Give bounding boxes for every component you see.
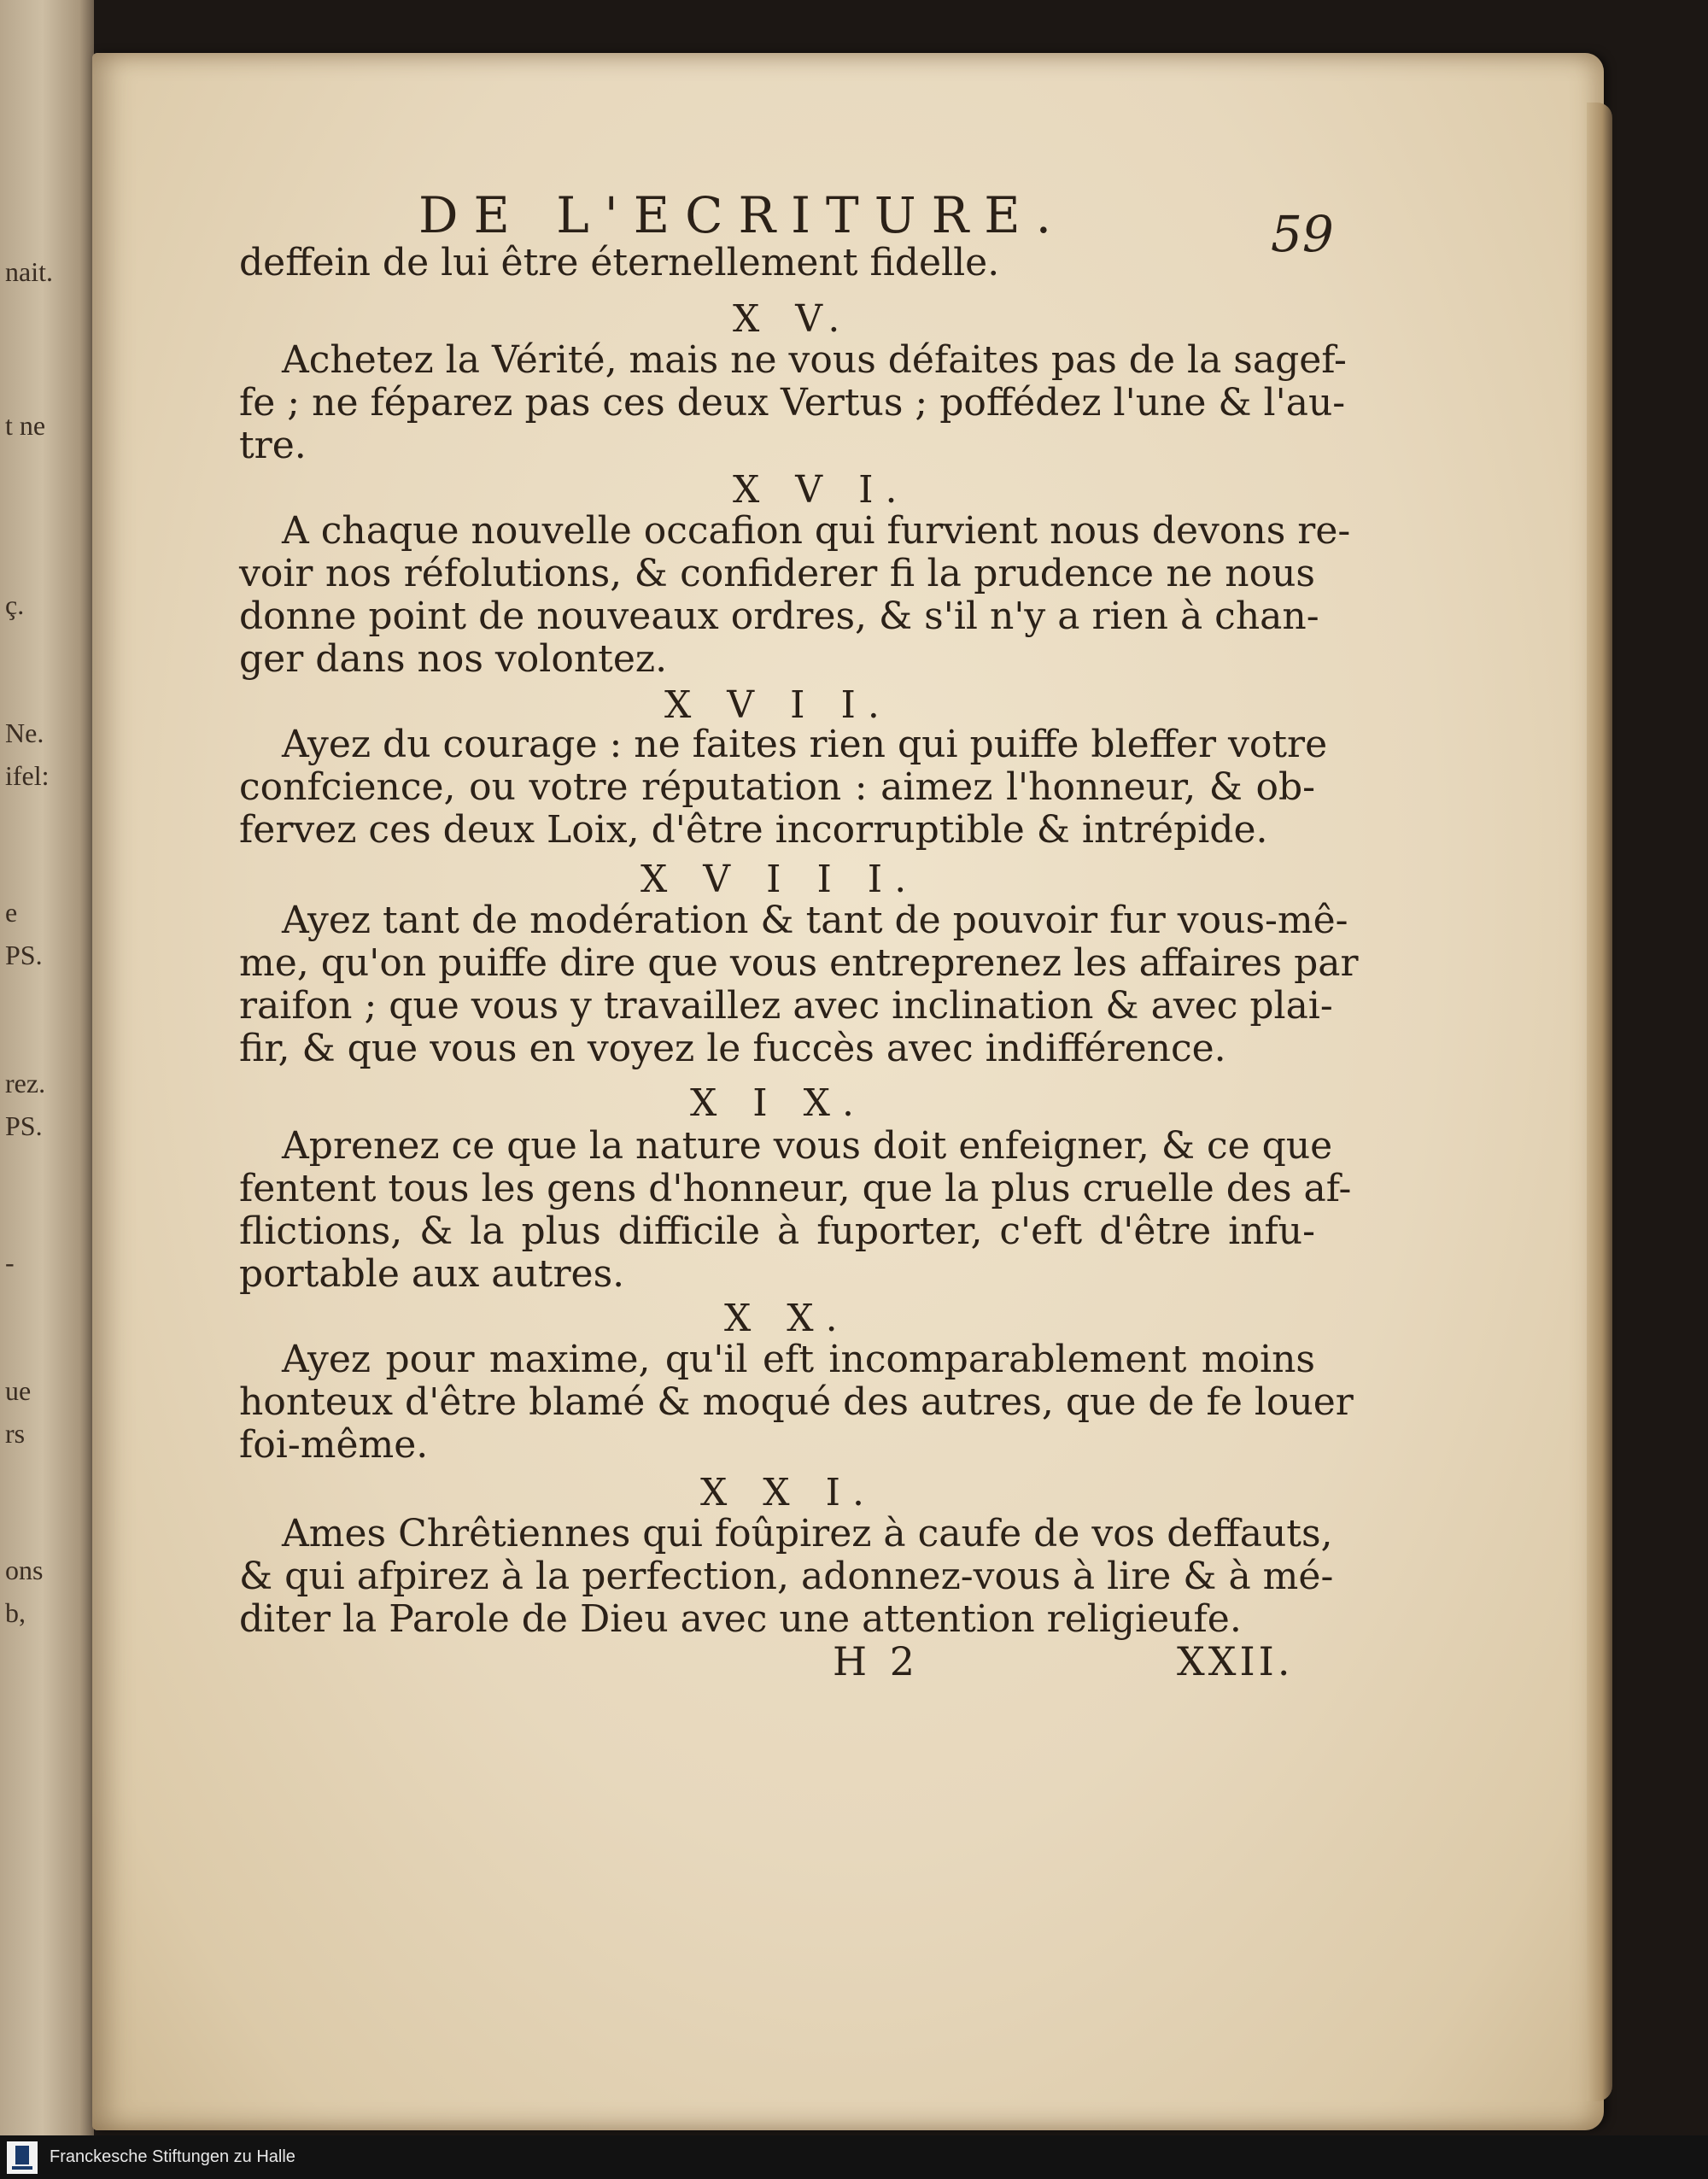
text-line: portable aux autres. bbox=[239, 1252, 625, 1296]
text-line: Ayez du courage : ne faites rien qui puiffe bleffer votre bbox=[282, 723, 1328, 766]
text-line: fentent tous les gens d'honneur, que la plus cruelle des af- bbox=[239, 1167, 1352, 1210]
section-number: X X I. bbox=[700, 1471, 876, 1514]
text-line: Ames Chrêtiennes qui foûpirez à caufe de vos deffauts, bbox=[282, 1512, 1333, 1555]
section-number: X V. bbox=[733, 297, 852, 341]
margin-fragment: ons bbox=[5, 1555, 44, 1585]
margin-fragment: PS. bbox=[5, 940, 43, 970]
margin-fragment: nait. bbox=[5, 256, 53, 287]
margin-fragment: rez. bbox=[5, 1068, 46, 1098]
margin-fragment: PS. bbox=[5, 1110, 43, 1141]
text-line: deffein de lui être éternellement fidelle. bbox=[239, 241, 1000, 284]
text-line: Ayez tant de modération & tant de pouvoir fur vous-mê- bbox=[282, 899, 1348, 942]
text-line: diter la Parole de Dieu avec une attention religieufe. bbox=[239, 1597, 1242, 1641]
text-line: fir, & que vous en voyez le fuccès avec indifférence. bbox=[239, 1027, 1226, 1070]
section-number: X V I I. bbox=[664, 683, 892, 727]
text-line: fe ; ne féparez pas ces deux Vertus ; poffédez l'une & l'au- bbox=[239, 381, 1346, 425]
margin-fragment: Ne. bbox=[5, 718, 44, 748]
text-line: Achetez la Vérité, mais ne vous défaites pas de la sagef- bbox=[282, 338, 1347, 382]
section-number: X V I. bbox=[733, 468, 910, 512]
text-line: tre. bbox=[239, 424, 307, 467]
text-line: Ayez pour maxime, qu'il eft incomparablement moins bbox=[282, 1338, 1315, 1381]
page-number: 59 bbox=[1271, 205, 1334, 263]
institution-logo-icon bbox=[7, 2141, 38, 2174]
institution-name: Franckesche Stiftungen zu Halle bbox=[50, 2147, 295, 2166]
margin-fragment: b, bbox=[5, 1597, 26, 1628]
text-line: Aprenez ce que la nature vous doit enfeigner, & ce que bbox=[282, 1124, 1333, 1168]
margin-fragment: rs bbox=[5, 1418, 26, 1449]
text-line: ger dans nos volontez. bbox=[239, 637, 668, 681]
margin-fragment: ifel: bbox=[5, 760, 50, 791]
text-line: A chaque nouvelle occafion qui furvient nous devons re- bbox=[282, 509, 1351, 553]
text-line: honteux d'être blamé & moqué des autres, que de fe louer bbox=[239, 1380, 1354, 1424]
running-title: DE L'ECRITURE. bbox=[418, 186, 1068, 244]
signature-mark: H 2 bbox=[833, 1638, 921, 1684]
text-line: voir nos réfolutions, & confiderer fi la prudence ne nous bbox=[239, 552, 1315, 595]
text-line: & qui afpirez à la perfection, adonnez-vous à lire & à mé- bbox=[239, 1555, 1334, 1598]
margin-fragment: ue bbox=[5, 1375, 32, 1406]
text-line: raifon ; que vous y travaillez avec inclination & avec plai- bbox=[239, 984, 1333, 1028]
margin-fragment: t ne bbox=[5, 410, 46, 441]
section-number: X I X. bbox=[690, 1081, 866, 1125]
text-line: foi-même. bbox=[239, 1423, 429, 1467]
text-line: flictions, & la plus difficile à fuporter, c'eft d'être infu- bbox=[239, 1210, 1315, 1253]
text-line: fervez ces deux Loix, d'être incorruptible & intrépide. bbox=[239, 808, 1268, 852]
text-line: donne point de nouveaux ordres, & s'il n'y a rien à chan- bbox=[239, 595, 1319, 638]
text-line: confcience, ou votre réputation : aimez l'honneur, & ob- bbox=[239, 765, 1315, 809]
text-line: me, qu'on puiffe dire que vous entreprenez les affaires par bbox=[239, 941, 1359, 985]
viewer-footer-bar bbox=[0, 2135, 1708, 2179]
margin-fragment: - bbox=[5, 1247, 15, 1278]
section-number: X V I I I. bbox=[640, 858, 919, 901]
margin-fragment: ç. bbox=[5, 589, 25, 620]
section-number: X X. bbox=[724, 1297, 850, 1340]
catchword: XXII. bbox=[1177, 1638, 1294, 1684]
margin-fragment: e bbox=[5, 897, 18, 928]
